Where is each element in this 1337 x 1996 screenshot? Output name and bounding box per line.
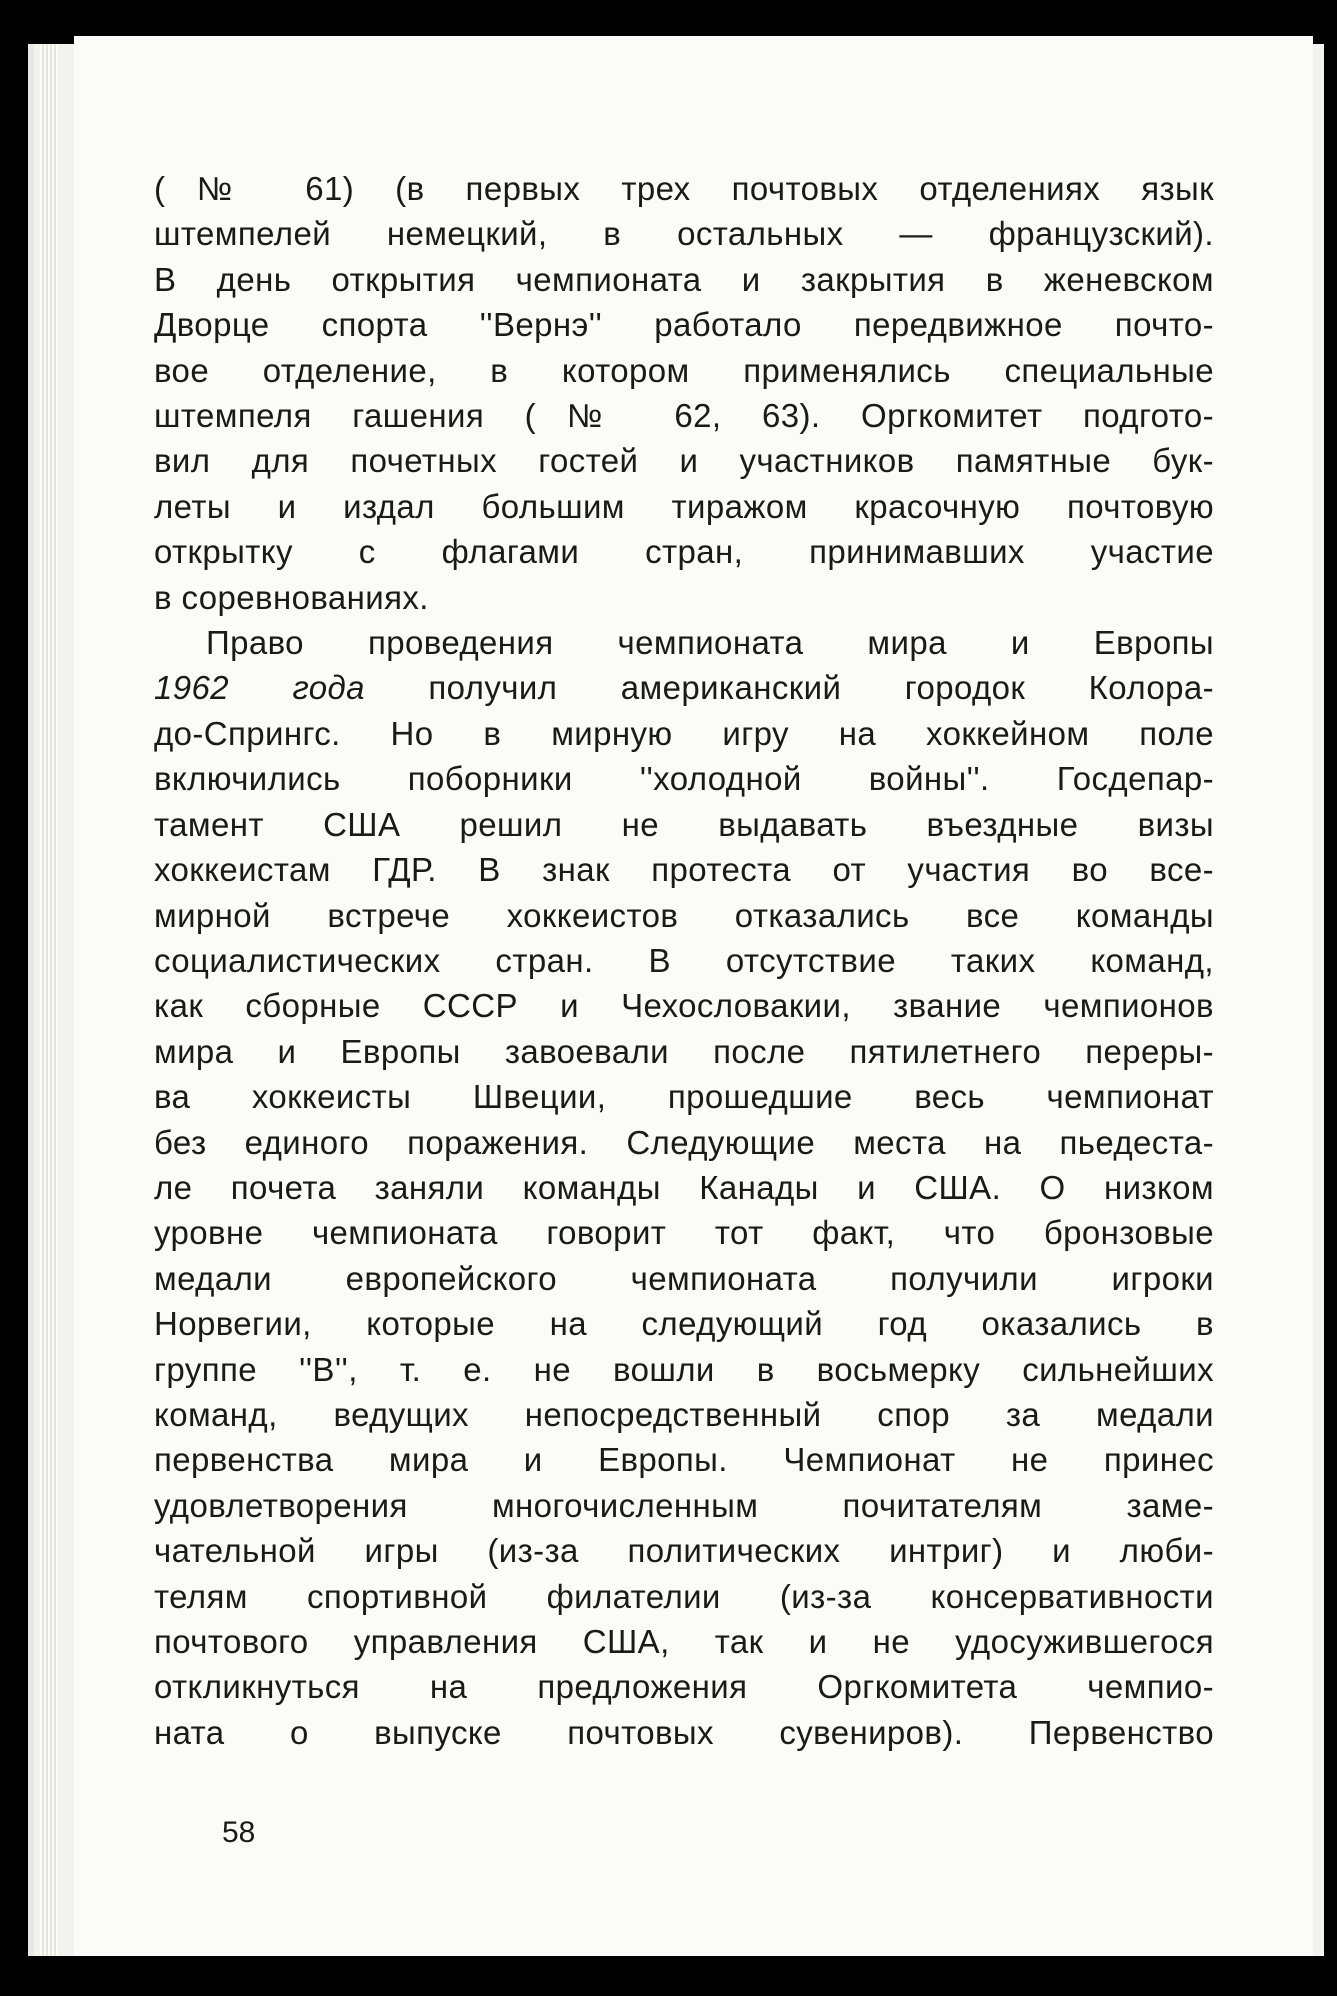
text-line: штемпелей немецкий, в остальных — французский). <box>154 215 1214 253</box>
text-line: почтового управления США, так и не удосужившегося <box>154 1623 1214 1660</box>
text-line: тамент США решил не выдавать въездные визы <box>154 805 1214 843</box>
text-line: без единого поражения. Следующие места на пьедеста- <box>154 1123 1214 1161</box>
text-line: Дворце спорта ''Вернэ'' работало передвижное почто- <box>154 306 1214 344</box>
text-line: штемпеля гашения (№ 62, 63). Оргкомитет подгото- <box>154 397 1214 435</box>
text-line: удовлетворения многочисленным почитателям заме- <box>154 1486 1214 1524</box>
text-line: В день открытия чемпионата и закрытия в женевском <box>154 260 1214 298</box>
text-line: социалистических стран. В отсутствие таких команд, <box>154 941 1214 979</box>
italic-year: 1962 года <box>154 669 365 707</box>
text-line: в соревнованиях. <box>154 578 429 616</box>
page-number: 58 <box>222 1816 256 1849</box>
text-line: вое отделение, в котором применялись специальные <box>154 351 1214 389</box>
text-line: как сборные СССР и Чехословакии, звание чемпионов <box>154 987 1214 1025</box>
paragraph-first-line: Право проведения чемпионата мира и Европы <box>206 624 1214 662</box>
text-line: (№ 61) (в первых трех почтовых отделениях язык <box>154 170 1214 207</box>
text-fragment: получил американский городок Колора- <box>364 669 1214 707</box>
text-line: мирной встрече хоккеистов отказались все команды <box>154 896 1214 934</box>
body-text <box>154 166 1214 1755</box>
text-line: вил для почетных гостей и участников памятные бук- <box>154 442 1214 480</box>
text-line: чательной игры (из-за политических интриг) и люби- <box>154 1532 1214 1570</box>
text-line: первенства мира и Европы. Чемпионат не принес <box>154 1441 1214 1479</box>
text-line: ната о выпуске почтовых сувениров). Первенство <box>154 1713 1214 1751</box>
text-line: группе ''В'', т. е. не вошли в восьмерку сильнейших <box>154 1350 1214 1388</box>
text-line-with-italic <box>154 665 1214 710</box>
text-line: телям спортивной филателии (из-за консервативности <box>154 1577 1214 1615</box>
text-line: Норвегии, которые на следующий год оказались в <box>154 1305 1214 1343</box>
text-line: до-Спрингс. Но в мирную игру на хоккейном поле <box>154 714 1214 752</box>
text-line: откликнуться на предложения Оргкомитета чемпио- <box>154 1668 1214 1706</box>
text-line: уровне чемпионата говорит тот факт, что бронзовые <box>154 1214 1214 1252</box>
text-line: открытку с флагами стран, принимавших участие <box>154 533 1214 571</box>
text-line: команд, ведущих непосредственный спор за медали <box>154 1395 1214 1433</box>
text-line: ле почета заняли команды Канады и США. О низком <box>154 1168 1214 1206</box>
text-line: леты и издал большим тиражом красочную почтовую <box>154 487 1214 525</box>
text-line: медали европейского чемпионата получили игроки <box>154 1259 1214 1297</box>
text-line: ва хоккеисты Швеции, прошедшие весь чемпионат <box>154 1078 1214 1116</box>
text-line: хоккеистам ГДР. В знак протеста от участия во все- <box>154 851 1214 889</box>
text-line: мира и Европы завоевали после пятилетнего переры- <box>154 1032 1214 1070</box>
text-line: включились поборники ''холодной войны''. Госдепар- <box>154 760 1214 798</box>
